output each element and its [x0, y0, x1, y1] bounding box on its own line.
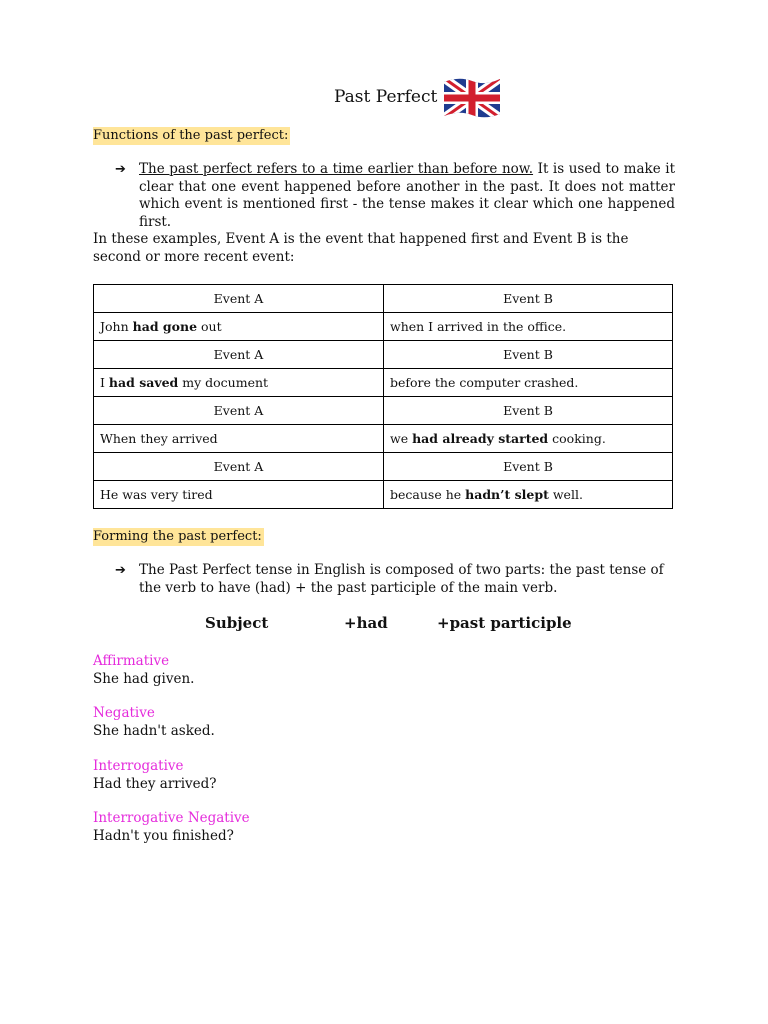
functions-bullet-text: [139, 161, 675, 231]
event-a-header: Event A: [94, 341, 384, 369]
event-a-cell: [94, 481, 384, 509]
interrogative-label: Interrogative: [93, 758, 184, 774]
text-after: my document: [178, 375, 269, 390]
functions-heading: Functions of the past perfect:: [93, 128, 289, 143]
event-b-cell: [384, 481, 673, 509]
interrogative-example: Had they arrived?: [93, 776, 217, 792]
bold-verb: had gone: [132, 319, 198, 334]
table-row: [94, 425, 673, 453]
event-a-cell: [94, 425, 384, 453]
events-table: [93, 284, 673, 509]
text-before: we: [390, 431, 413, 446]
text-before: before the computer crashed.: [390, 375, 579, 390]
page-title: Past Perfect: [334, 87, 438, 107]
formula-participle: +past participle: [437, 614, 572, 632]
intro-paragraph: In these examples, Event A is the event that happened first and Event B is the second or more recent event:: [93, 231, 629, 265]
title-row: [0, 76, 768, 120]
negative-example: She hadn't asked.: [93, 723, 215, 739]
bold-verb: had saved: [108, 375, 179, 390]
forming-bullet-text: The Past Perfect tense in English is composed of two parts: the past tense of the verb to have (had) + the past participle of the main verb.: [139, 562, 664, 596]
text-after: cooking.: [548, 431, 606, 446]
interrogative-negative-example: Hadn't you finished?: [93, 828, 234, 844]
event-a-cell: [94, 369, 384, 397]
event-a-cell: [94, 313, 384, 341]
event-b-cell: [384, 369, 673, 397]
text-after: well.: [548, 487, 583, 502]
definition-rest: It is used to make it clear that one event happened before another in the past. It does not matter which event is mentioned first - the tense makes it clear which one happened first.: [139, 161, 675, 230]
event-b-header: Event B: [384, 341, 673, 369]
affirmative-example: She had given.: [93, 671, 195, 687]
uk-flag-icon: [441, 76, 503, 120]
event-b-cell: [384, 425, 673, 453]
arrow-bullet-icon: ➔: [115, 563, 126, 578]
event-b-header: Event B: [384, 285, 673, 313]
text-before: He was very tired: [100, 487, 213, 502]
event-b-cell: [384, 313, 673, 341]
table-row: [94, 481, 673, 509]
table-header-row: [94, 285, 673, 313]
forming-bullet: [115, 562, 675, 597]
text-before: I: [100, 375, 109, 390]
functions-bullet: [115, 161, 675, 231]
formula-subject: Subject: [205, 614, 269, 632]
interrogative-negative-label: Interrogative Negative: [93, 810, 250, 826]
event-a-header: Event A: [94, 397, 384, 425]
bold-verb: had already started: [412, 431, 549, 446]
negative-label: Negative: [93, 705, 155, 721]
table-header-row: [94, 397, 673, 425]
event-b-header: Event B: [384, 453, 673, 481]
arrow-bullet-icon: ➔: [115, 162, 126, 177]
text-before: when I arrived in the office.: [390, 319, 567, 334]
event-b-header: Event B: [384, 397, 673, 425]
text-before: John: [100, 319, 133, 334]
text-before: When they arrived: [100, 431, 218, 446]
table-row: [94, 369, 673, 397]
text-after: out: [197, 319, 222, 334]
formula-had: +had: [344, 614, 388, 632]
table-header-row: [94, 341, 673, 369]
bold-verb: hadn’t slept: [465, 487, 549, 502]
table-header-row: [94, 453, 673, 481]
event-a-header: Event A: [94, 453, 384, 481]
underlined-definition: The past perfect refers to a time earlier than before now.: [139, 161, 534, 177]
text-before: because he: [390, 487, 466, 502]
event-a-header: Event A: [94, 285, 384, 313]
forming-heading: Forming the past perfect:: [93, 529, 262, 544]
affirmative-label: Affirmative: [93, 653, 170, 669]
table-row: [94, 313, 673, 341]
